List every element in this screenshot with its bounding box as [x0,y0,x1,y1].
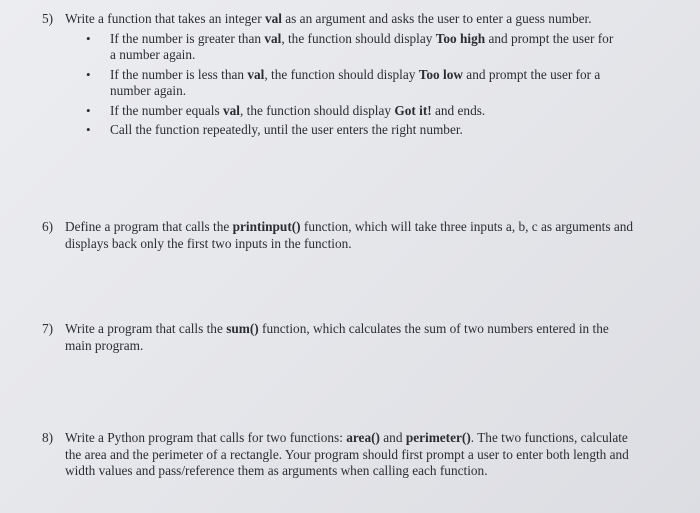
list-item: • If the number is less than val, the function should display Too low and prompt the user for a number again. [65,67,632,100]
intro-part: as an argument and asks the user to enter a guess number. [281,11,592,26]
question-number: 7) [42,321,54,336]
question-8 [42,430,642,480]
question-number: 6) [42,219,54,234]
question-text: Write a Python program that calls for two functions: area() and perimeter(). The two functions, calculate the area and the perimeter of a rectangle. Your program should first prompt a user to enter both length and width values and pass/reference them as arguments when calling each function. [65,430,629,478]
list-item: • If the number equals val, the function should display Got it! and ends. [65,103,632,120]
list-item: • Call the function repeatedly, until the user enters the right number. [65,122,632,139]
question-text: Define a program that calls the printinput() function, which will take three inputs a, b, c as arguments and displays back only the first two inputs in the function. [65,219,634,251]
question-number: 8) [42,430,54,445]
intro-part: Write a function that takes an integer [65,11,265,26]
question-5 [42,11,632,142]
question-6 [42,219,642,252]
question-text: Write a program that calls the sum() function, which calculates the sum of two numbers entered in the main program. [65,321,609,353]
requirements-list [65,31,632,139]
question-intro [65,11,592,26]
question-7 [42,321,627,354]
intro-val: val [264,11,282,26]
question-text [65,11,632,139]
list-item: • If the number is greater than val, the function should display Too high and prompt the user for a number again. [65,31,632,64]
question-number: 5) [42,11,54,26]
